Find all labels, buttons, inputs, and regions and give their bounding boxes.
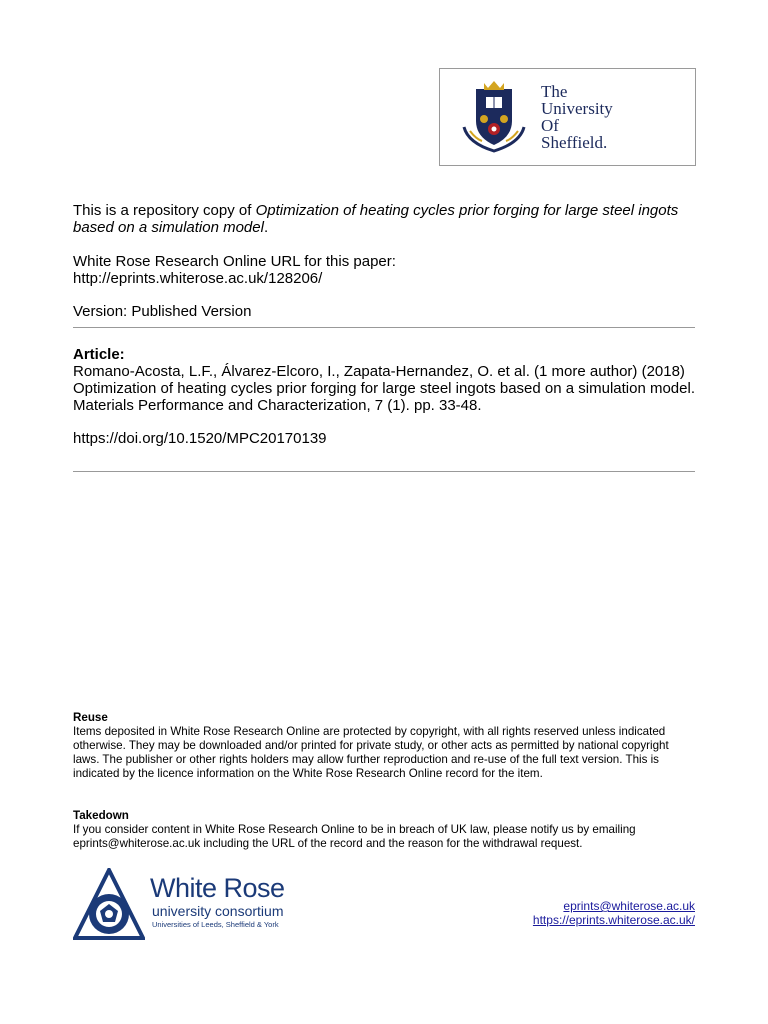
- version-text: Version: Published Version: [73, 303, 252, 320]
- white-rose-emblem-icon: [73, 868, 145, 940]
- footer-links: [533, 899, 695, 927]
- divider: [73, 327, 695, 328]
- website-link[interactable]: https://eprints.whiterose.ac.uk/: [532, 913, 695, 927]
- divider: [73, 471, 695, 472]
- white-rose-title: White Rose: [150, 873, 285, 903]
- repository-intro: [73, 202, 695, 236]
- email-link[interactable]: eprints@whiterose.ac.uk: [563, 899, 695, 913]
- wordmark-line: Sheffield.: [541, 133, 608, 152]
- reuse-section: [73, 711, 698, 781]
- crest-icon: [456, 79, 532, 155]
- intro-suffix: .: [263, 219, 269, 236]
- url-block: [73, 253, 695, 287]
- record-url[interactable]: http://eprints.whiterose.ac.uk/128206/: [73, 270, 323, 287]
- white-rose-subtitle: university consortium: [152, 903, 284, 919]
- wordmark-line: The: [541, 82, 568, 101]
- doi-link[interactable]: https://doi.org/10.1520/MPC20170139: [73, 430, 327, 447]
- article-heading: Article:: [73, 346, 125, 363]
- wordmark-line: Of: [541, 116, 559, 135]
- takedown-heading: Takedown: [73, 809, 129, 822]
- white-rose-logo: [73, 868, 297, 940]
- article-citation: Romano-Acosta, L.F., Álvarez-Elcoro, I., Zapata-Hernandez, O. et al. (1 more author) (2018) Optimization of heating cycles prior forging for large steel ingots based on a simulation model. Materials Performance and Characterization, 7 (1). pp. 33-48.: [73, 363, 695, 414]
- reuse-text: Items deposited in White Rose Research Online are protected by copyright, with all rights reserved unless indicated otherwise. They may be downloaded and/or printed for private study, or other acts as permitted by national copyright laws. The publisher or other rights holders may allow further reproduction and re-use of the full text version. This is indicated by the licence information on the White Rose Research Online record for the item.: [73, 725, 669, 780]
- url-label: White Rose Research Online URL for this paper:: [73, 253, 396, 270]
- wordmark-line: University: [541, 99, 613, 118]
- university-wordmark: [541, 83, 613, 151]
- takedown-text: If you consider content in White Rose Research Online to be in breach of UK law, please notify us by emailing eprints@whiterose.ac.uk including the URL of the record and the reason for the withdrawal request.: [73, 823, 636, 850]
- article-block: [73, 346, 695, 414]
- takedown-section: [73, 809, 698, 851]
- intro-prefix: This is a repository copy of: [73, 202, 256, 219]
- white-rose-universities: Universities of Leeds, Sheffield & York: [152, 920, 279, 929]
- paper-title: Optimization of heating cycles prior forging for large steel ingots based on a simulation model: [73, 202, 679, 236]
- university-logo: [439, 68, 696, 166]
- reuse-heading: Reuse: [73, 711, 108, 724]
